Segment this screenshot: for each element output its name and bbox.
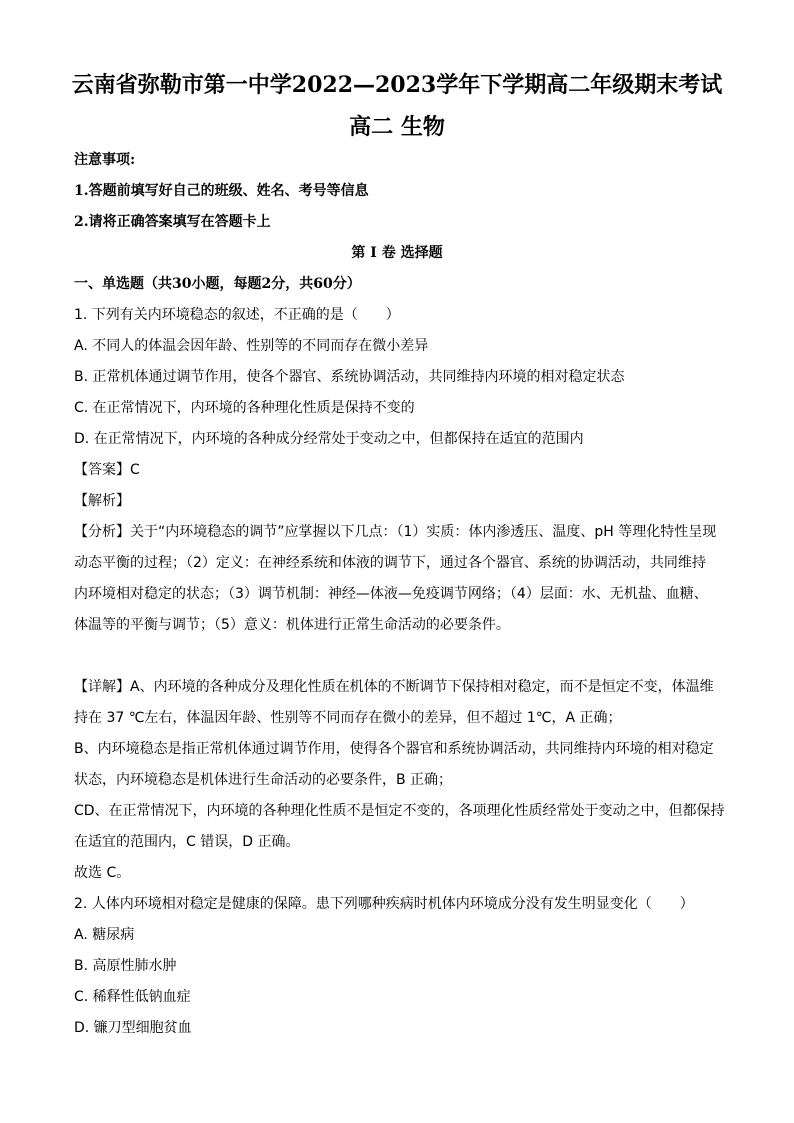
question-1-option-c: C. 在正常情况下，内环境的各种理化性质是保持不变的 [74, 400, 415, 416]
exam-title: 云南省弥勒市第一中学2022—2023学年下学期高二年级期末考试 [71, 72, 723, 98]
question-2-option-b: B. 高原性肺水肿 [74, 958, 177, 974]
question-2-option-a: A. 糖尿病 [74, 927, 135, 943]
exam-subtitle: 高二 生物 [349, 114, 445, 140]
question-1-option-b: B. 正常机体通过调节作用，使各个器官、系统协调活动，共同维持内环境的相对稳定状态 [74, 369, 625, 385]
detail-line-2: 持在 37 ℃左右，体温因年龄、性别等不同而存在微小的差异，但不超过 1℃，A 正确； [74, 710, 622, 726]
notes-item-1: 1.答题前填写好自己的班级、姓名、考号等信息 [74, 183, 369, 199]
analysis-line-2: 动态平衡的过程；（2）定义：在神经系统和体液的调节下，通过各个器官、系统的协调活动，共同维持 [74, 555, 706, 571]
analysis-line-3: 内环境相对稳定的状态；（3）调节机制：神经—体液—免疫调节网络；（4）层面：水、无机盐、血糖、 [74, 586, 708, 602]
detail-line-7: 故选 C。 [74, 865, 131, 881]
notes-item-2: 2.请将正确答案填写在答题卡上 [74, 214, 271, 230]
volume-title: 第 I 卷 选择题 [351, 245, 443, 261]
detail-line-3: B、内环境稳态是指正常机体通过调节作用，使得各个器官和系统协调活动，共同维持内环境的相对稳定 [74, 741, 714, 757]
question-1-option-a: A. 不同人的体温会因年龄、性别等的不同而存在微小差异 [74, 338, 429, 354]
question-1-answer [74, 460, 140, 480]
part-title: 一、单选题（共30小题，每题2分，共60分） [74, 276, 361, 292]
detail-line-6: 在适宜的范围内，C 错误，D 正确。 [74, 834, 300, 850]
question-1-analysis-label: 【解析】 [74, 493, 130, 509]
question-1-option-d: D. 在正常情况下，内环境的各种成分经常处于变动之中，但都保持在适宜的范围内 [74, 431, 584, 447]
detail-line-4: 状态，内环境稳态是机体进行生命活动的必要条件，B 正确； [74, 772, 453, 788]
detail-line-5: CD、在正常情况下，内环境的各种理化性质不是恒定不变的，各项理化性质经常处于变动之中，但都保持 [74, 803, 725, 819]
question-2-option-d: D. 镰刀型细胞贫血 [74, 1020, 192, 1036]
question-2-stem: 2. 人体内环境相对稳定是健康的保障。患下列哪种疾病时机体内环境成分没有发生明显变化（ ） [74, 896, 694, 912]
question-1-stem: 1. 下列有关内环境稳态的叙述，不正确的是（ ） [74, 307, 400, 323]
notes-heading: 注意事项: [74, 152, 136, 168]
analysis-line-4: 体温等的平衡与调节；（5）意义：机体进行正常生命活动的必要条件。 [74, 617, 510, 633]
answer-value: C [130, 462, 140, 478]
detail-line-1: 【详解】A、内环境的各种成分及理化性质在机体的不断调节下保持相对稳定，而不是恒定不变，体温维 [74, 679, 714, 695]
answer-label: 【答案】 [74, 462, 130, 478]
analysis-line-1: 【分析】关于“内环境稳态的调节”应掌握以下几点：（1）实质：体内渗透压、温度、pH 等理化特性呈现 [74, 524, 717, 540]
question-2-option-c: C. 稀释性低钠血症 [74, 989, 191, 1005]
